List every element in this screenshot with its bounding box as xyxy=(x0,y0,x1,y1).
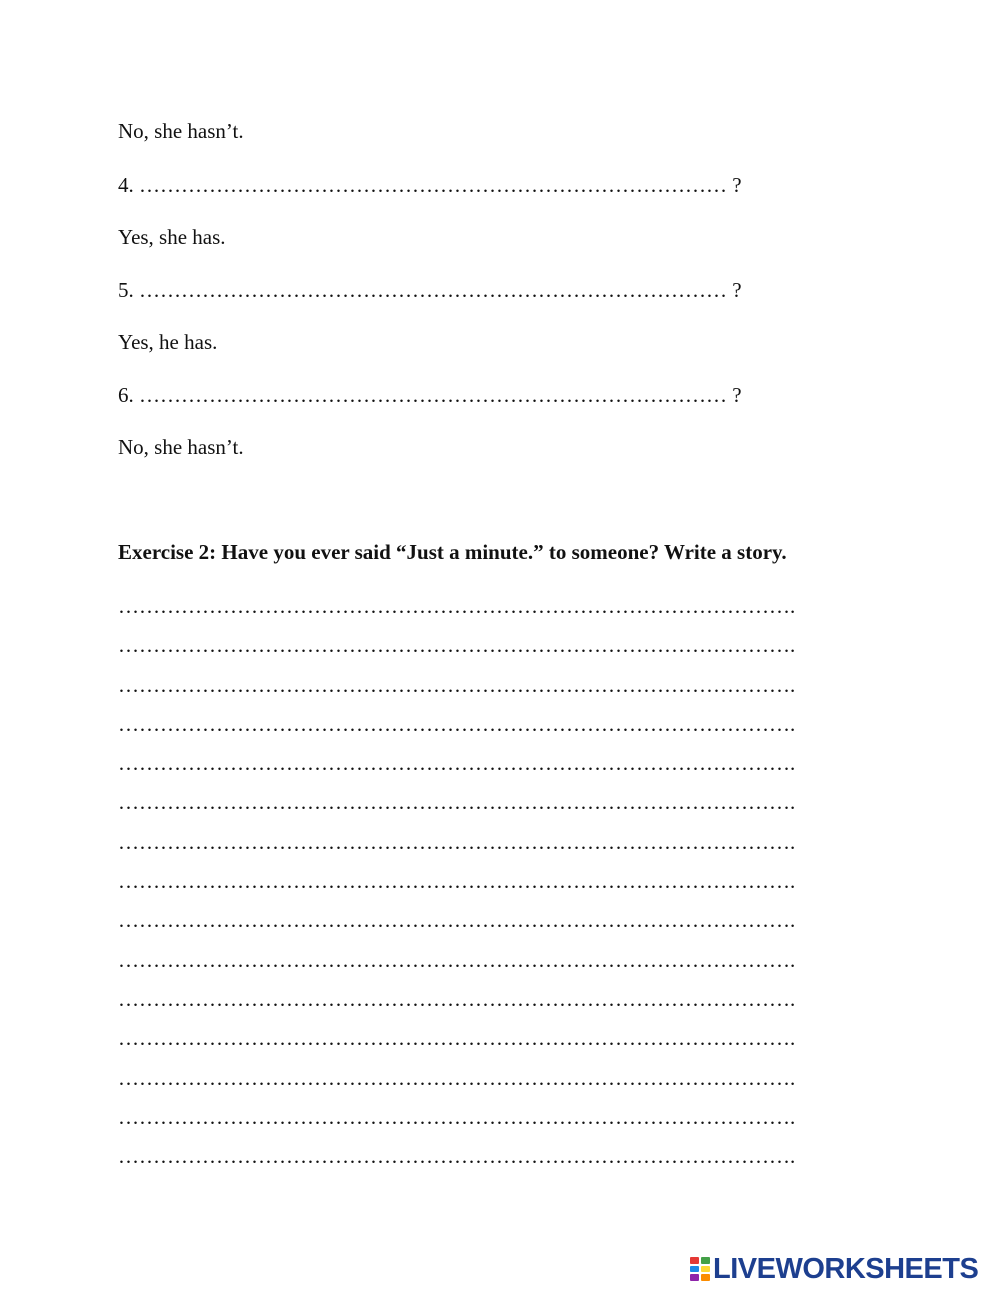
question-line-6[interactable] xyxy=(118,382,800,408)
liveworksheets-logo xyxy=(690,1253,978,1285)
writing-line[interactable]: ……………………………………………………………………………………. xyxy=(118,790,796,815)
question-line-4[interactable] xyxy=(118,172,800,198)
question-mark: ? xyxy=(732,173,742,197)
logo-block xyxy=(690,1266,699,1273)
blank-dots: ………………………………………………………………………… xyxy=(139,173,727,197)
question-line-5[interactable] xyxy=(118,277,800,303)
answer-text: No, she hasn’t. xyxy=(118,119,244,143)
answer-text: Yes, she has. xyxy=(118,225,226,249)
writing-line[interactable]: ……………………………………………………………………………………. xyxy=(118,947,796,972)
logo-block xyxy=(701,1257,710,1264)
logo-block xyxy=(701,1274,710,1281)
writing-line[interactable]: ……………………………………………………………………………………. xyxy=(118,1026,796,1051)
writing-line[interactable]: ……………………………………………………………………………………. xyxy=(118,829,796,854)
logo-block xyxy=(690,1257,699,1264)
writing-line[interactable]: ……………………………………………………………………………………. xyxy=(118,908,796,933)
answer-text: No, she hasn’t. xyxy=(118,435,244,459)
question-mark: ? xyxy=(732,278,742,302)
writing-line[interactable]: ……………………………………………………………………………………. xyxy=(118,869,796,894)
story-writing-area[interactable] xyxy=(118,593,882,1182)
writing-line[interactable]: ……………………………………………………………………………………. xyxy=(118,986,796,1011)
writing-line[interactable]: ……………………………………………………………………………………. xyxy=(118,1065,796,1090)
writing-line[interactable]: ……………………………………………………………………………………. xyxy=(118,751,796,776)
question-number: 4. xyxy=(118,173,134,197)
writing-line[interactable]: ……………………………………………………………………………………. xyxy=(118,594,796,618)
logo-block xyxy=(690,1274,699,1281)
blank-dots: ………………………………………………………………………… xyxy=(139,278,727,302)
writing-line[interactable]: ……………………………………………………………………………………. xyxy=(118,672,796,697)
blank-dots: ………………………………………………………………………… xyxy=(139,383,727,407)
logo-blocks-icon xyxy=(690,1257,710,1281)
question-mark: ? xyxy=(732,383,742,407)
writing-line[interactable]: ……………………………………………………………………………………. xyxy=(118,1104,796,1129)
writing-line[interactable]: ……………………………………………………………………………………. xyxy=(118,1144,796,1169)
question-number: 5. xyxy=(118,278,134,302)
answer-text: Yes, he has. xyxy=(118,330,218,354)
writing-line[interactable]: ……………………………………………………………………………………. xyxy=(118,633,796,658)
exercise-2-heading: Exercise 2: Have you ever said “Just a minute.” to someone? Write a story. xyxy=(118,540,787,564)
logo-text: LIVEWORKSHEETS xyxy=(713,1252,979,1285)
question-number: 6. xyxy=(118,383,134,407)
writing-line[interactable]: ……………………………………………………………………………………. xyxy=(118,711,796,736)
logo-block xyxy=(701,1266,710,1273)
